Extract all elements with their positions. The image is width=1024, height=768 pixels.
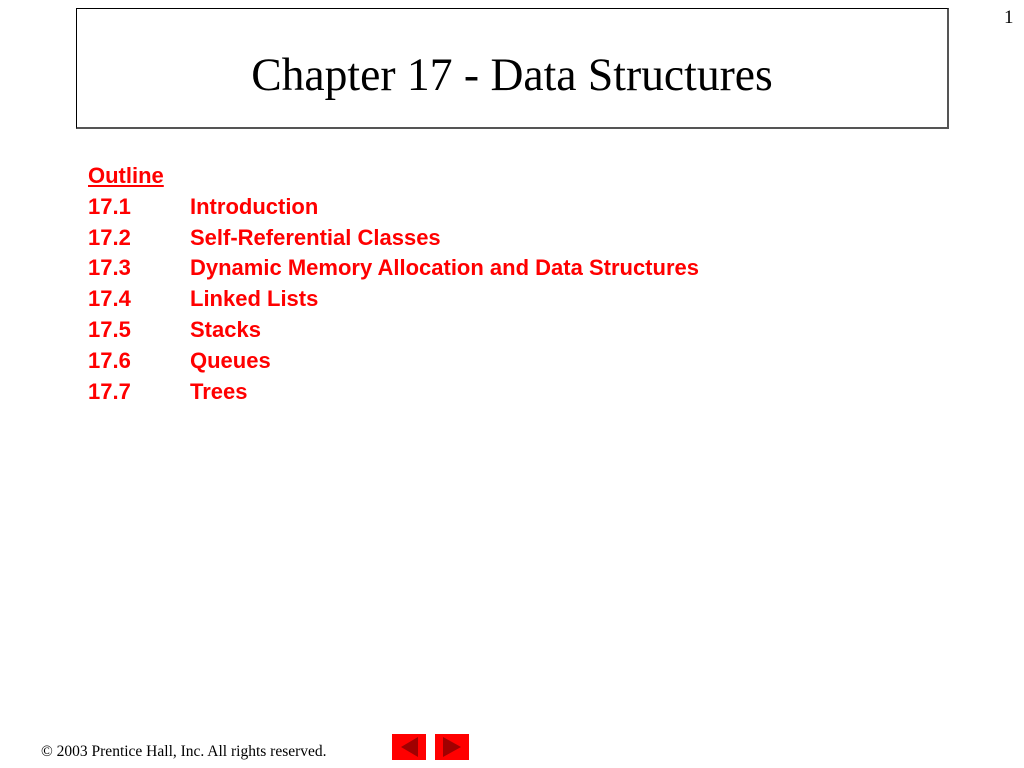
- outline-item-label: Dynamic Memory Allocation and Data Structures: [190, 255, 699, 281]
- outline-item-number: 17.5: [88, 316, 131, 342]
- title-box: [76, 8, 949, 129]
- outline-item-number: 17.4: [88, 286, 131, 312]
- outline-item-number: 17.6: [88, 347, 131, 373]
- outline-item-label: Linked Lists: [190, 286, 319, 312]
- outline-item-label: Stacks: [190, 316, 261, 342]
- page-number: 1: [1004, 7, 1014, 28]
- outline-item-number: 17.3: [88, 255, 131, 281]
- outline-item-number: 17.7: [88, 378, 131, 404]
- outline-item: [88, 223, 441, 254]
- outline-item-label: Trees: [190, 378, 248, 404]
- next-slide-button[interactable]: [435, 734, 469, 760]
- outline-item: [88, 346, 271, 377]
- outline-item-label: Queues: [190, 347, 271, 373]
- outline-item-label: Self-Referential Classes: [190, 224, 441, 250]
- outline-list: [88, 161, 699, 407]
- outline-item: [88, 284, 319, 315]
- outline-item-label: Introduction: [190, 193, 319, 219]
- triangle-left-icon: [392, 734, 426, 760]
- slide-title: Chapter 17 - Data Structures: [251, 49, 773, 101]
- triangle-right-icon: [435, 734, 469, 760]
- outline-item: [88, 377, 248, 408]
- copyright-notice: © 2003 Prentice Hall, Inc. All rights reserved.: [41, 743, 327, 760]
- outline-item: [88, 253, 699, 284]
- outline-item: [88, 192, 319, 223]
- outline-item-number: 17.2: [88, 224, 131, 250]
- outline-item: [88, 315, 261, 346]
- outline-item-number: 17.1: [88, 193, 131, 219]
- outline-heading: Outline: [88, 163, 164, 188]
- previous-slide-button[interactable]: [392, 734, 426, 760]
